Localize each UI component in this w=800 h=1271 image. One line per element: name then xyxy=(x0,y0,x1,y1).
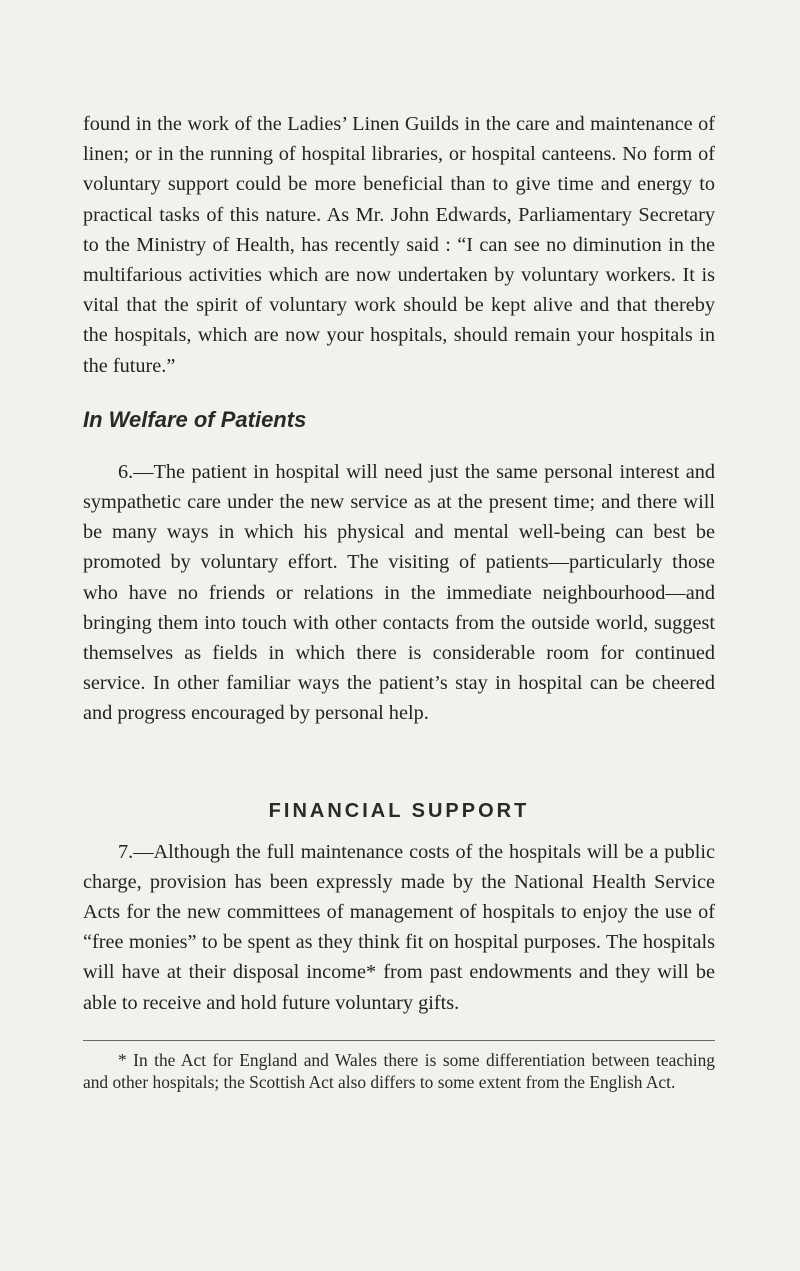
paragraph-7: 7.—Although the full maintenance costs of the hospitals will be a public charge, provision has been expressly made by the National Health Service Acts for the new committees of management of hospitals to enjoy the use of “free monies” to be spent as they think fit on hospital purposes. The hospitals will have at their disposal income* from past endowments and they will be able to receive and hold future voluntary gifts. xyxy=(83,840,715,1014)
footnote: * In the Act for England and Wales there is some differentiation between teaching and other hospitals; the Scottish Act also differs to some extent from the English Act. xyxy=(83,1049,715,1093)
subheading-welfare-of-patients: In Welfare of Patients xyxy=(83,406,307,432)
paragraph-voluntary-work: found in the work of the Ladies’ Linen Guilds in the care and maintenance of linen; or in the running of hospital libraries, or hospital canteens. No form of voluntary support could be more beneficial than to give time and energy to practical tasks of this nature. As Mr. John Edwards, Parliamentary Secretary to the Ministry of Health, has recently said : “I can see no diminution in the multifarious activities which are now undertaken by voluntary workers. It is vital that the spirit of voluntary work should be kept alive and that thereby the hospitals, which are now your hospitals, should remain your hospitals in the future.” xyxy=(83,113,715,377)
page-body xyxy=(83,109,715,1094)
footnote-divider xyxy=(83,1040,715,1041)
section-heading-financial-support: FINANCIAL SUPPORT xyxy=(268,799,530,822)
paragraph-6: 6.—The patient in hospital will need just the same personal interest and sympathetic care under the new service as at the present time; and there will be many ways in which his physical and mental well-being can best be promoted by voluntary effort. The visiting of patients—particularly those who have no friends or relations in the immediate neighbourhood—and bringing them into touch with other contacts from the outside world, suggest themselves as fields in which there is considerable room for continued service. In other familiar ways the patient’s stay in hospital can be cheered and progress encouraged by personal help. xyxy=(83,460,715,725)
